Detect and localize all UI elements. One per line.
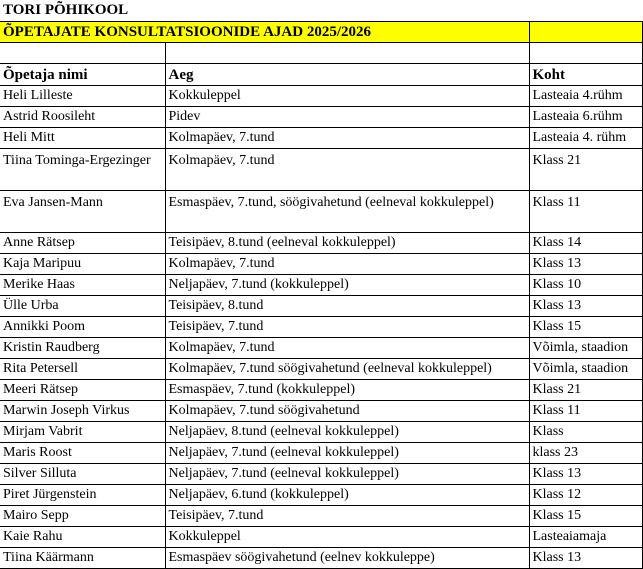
banner-empty-cell[interactable] — [529, 21, 642, 42]
table-row — [0, 316, 642, 337]
consultation-time-cell[interactable]: Neljapäev, 7.tund (eelneval kokkuleppel) — [165, 442, 529, 463]
header-name[interactable]: Õpetaja nimi — [0, 63, 165, 85]
consultation-time-cell[interactable]: Neljapäev, 8.tund (eelneval kokkuleppel) — [165, 421, 529, 442]
teacher-name-cell[interactable]: Eva Jansen-Mann — [0, 190, 165, 232]
location-cell[interactable]: Klass 21 — [529, 379, 642, 400]
location-cell[interactable]: Lasteaia 4.rühm — [529, 85, 642, 106]
teacher-name-cell[interactable]: Marwin Joseph Virkus — [0, 400, 165, 421]
location-cell[interactable]: Klass 13 — [529, 253, 642, 274]
table-row — [0, 463, 642, 484]
teacher-name-cell[interactable]: Kaja Maripuu — [0, 253, 165, 274]
teacher-name-cell[interactable]: Heli Mitt — [0, 127, 165, 148]
table-row — [0, 127, 642, 148]
consultation-time-cell[interactable]: Neljapäev, 6.tund (kokkuleppel) — [165, 484, 529, 505]
consultation-time-cell[interactable]: Teisipäev, 7.tund — [165, 505, 529, 526]
table-row — [0, 379, 642, 400]
location-cell[interactable]: Klass 11 — [529, 190, 642, 232]
consultation-time-cell[interactable]: Teisipäev, 8.tund — [165, 295, 529, 316]
school-title[interactable]: TORI PÕHIKOOL — [3, 2, 129, 18]
teacher-name-cell[interactable]: Ülle Urba — [0, 295, 165, 316]
teacher-name-cell[interactable]: Rita Petersell — [0, 358, 165, 379]
table-row — [0, 358, 642, 379]
table-row — [0, 526, 642, 547]
header-place[interactable]: Koht — [529, 63, 642, 85]
table-row — [0, 295, 642, 316]
teacher-name-cell[interactable]: Silver Silluta — [0, 463, 165, 484]
location-cell[interactable]: klass 23 — [529, 442, 642, 463]
location-cell[interactable]: Võimla, staadion — [529, 337, 642, 358]
table-row — [0, 190, 642, 232]
teacher-name-cell[interactable]: Tiina Käärmann — [0, 547, 165, 568]
teacher-name-cell[interactable]: Maris Roost — [0, 442, 165, 463]
blank-row — [0, 42, 642, 63]
table-row — [0, 484, 642, 505]
teacher-name-cell[interactable]: Tiina Tominga-Ergezinger — [0, 148, 165, 190]
consultation-time-cell[interactable]: Kolmapäev, 7.tund — [165, 337, 529, 358]
title-row — [0, 0, 642, 21]
location-cell[interactable]: Klass 13 — [529, 547, 642, 568]
consultation-time-cell[interactable]: Neljapäev, 7.tund (kokkuleppel) — [165, 274, 529, 295]
consultation-time-cell[interactable]: Kolmapäev, 7.tund — [165, 253, 529, 274]
consultation-time-cell[interactable]: Kolmapäev, 7.tund söögivahetund — [165, 400, 529, 421]
consultation-time-cell[interactable]: Kokkuleppel — [165, 85, 529, 106]
teacher-name-cell[interactable]: Astrid Roosileht — [0, 106, 165, 127]
consultation-time-cell[interactable]: Neljapäev, 7.tund (eelneval kokkuleppel) — [165, 463, 529, 484]
location-cell[interactable]: Klass 15 — [529, 505, 642, 526]
table-row — [0, 337, 642, 358]
header-time[interactable]: Aeg — [165, 63, 529, 85]
location-cell[interactable]: Klass 14 — [529, 232, 642, 253]
consultation-time-cell[interactable]: Esmaspäev, 7.tund (kokkuleppel) — [165, 379, 529, 400]
teacher-name-cell[interactable]: Merike Haas — [0, 274, 165, 295]
table-row — [0, 106, 642, 127]
table-row — [0, 253, 642, 274]
table-row — [0, 547, 642, 568]
teacher-name-cell[interactable]: Heli Lilleste — [0, 85, 165, 106]
consultation-time-cell[interactable]: Teisipäev, 8.tund (eelneval kokkuleppel) — [165, 232, 529, 253]
teacher-name-cell[interactable]: Mirjam Vabrit — [0, 421, 165, 442]
teacher-name-cell[interactable]: Kristin Raudberg — [0, 337, 165, 358]
location-cell[interactable]: Klass 13 — [529, 295, 642, 316]
location-cell[interactable]: Klass 15 — [529, 316, 642, 337]
teacher-name-cell[interactable]: Mairo Sepp — [0, 505, 165, 526]
consultation-time-cell[interactable]: Esmaspäev söögivahetund (eelnev kokkuleppe) — [165, 547, 529, 568]
consultation-time-cell[interactable]: Kolmapäev, 7.tund — [165, 127, 529, 148]
table-row — [0, 148, 642, 190]
empty-cell[interactable] — [529, 42, 642, 63]
teacher-name-cell[interactable]: Meeri Rätsep — [0, 379, 165, 400]
location-cell[interactable]: Klass 12 — [529, 484, 642, 505]
table-row — [0, 442, 642, 463]
consultation-time-cell[interactable]: Kolmapäev, 7.tund söögivahetund (eelneval kokkuleppel) — [165, 358, 529, 379]
consultation-time-cell[interactable]: Teisipäev, 7.tund — [165, 316, 529, 337]
location-cell[interactable]: Klass 21 — [529, 148, 642, 190]
banner-title[interactable]: ÕPETAJATE KONSULTATSIOONIDE AJAD 2025/2026 — [0, 21, 529, 42]
header-row — [0, 63, 642, 85]
location-cell[interactable]: Klass 13 — [529, 463, 642, 484]
table-row — [0, 421, 642, 442]
teacher-name-cell[interactable]: Kaie Rahu — [0, 526, 165, 547]
table-row — [0, 274, 642, 295]
location-cell[interactable]: Klass — [529, 421, 642, 442]
empty-cell[interactable] — [165, 42, 529, 63]
table-row — [0, 400, 642, 421]
banner-row — [0, 21, 642, 42]
location-cell[interactable]: Klass 10 — [529, 274, 642, 295]
location-cell[interactable]: Lasteaiamaja — [529, 526, 642, 547]
location-cell[interactable]: Lasteaia 6.rühm — [529, 106, 642, 127]
teacher-name-cell[interactable]: Anne Rätsep — [0, 232, 165, 253]
location-cell[interactable]: Klass 11 — [529, 400, 642, 421]
table-row — [0, 505, 642, 526]
empty-cell[interactable] — [0, 42, 165, 63]
consultation-time-cell[interactable]: Kolmapäev, 7.tund — [165, 148, 529, 190]
consultation-time-cell[interactable]: Kokkuleppel — [165, 526, 529, 547]
table-row — [0, 232, 642, 253]
teacher-name-cell[interactable]: Piret Jürgenstein — [0, 484, 165, 505]
location-cell[interactable]: Võimla, staadion — [529, 358, 642, 379]
consultation-time-cell[interactable]: Esmaspäev, 7.tund, söögivahetund (eelneval kokkuleppel) — [165, 190, 529, 232]
location-cell[interactable]: Lasteaia 4. rühm — [529, 127, 642, 148]
teacher-name-cell[interactable]: Annikki Poom — [0, 316, 165, 337]
table-row — [0, 85, 642, 106]
consultation-time-cell[interactable]: Pidev — [165, 106, 529, 127]
